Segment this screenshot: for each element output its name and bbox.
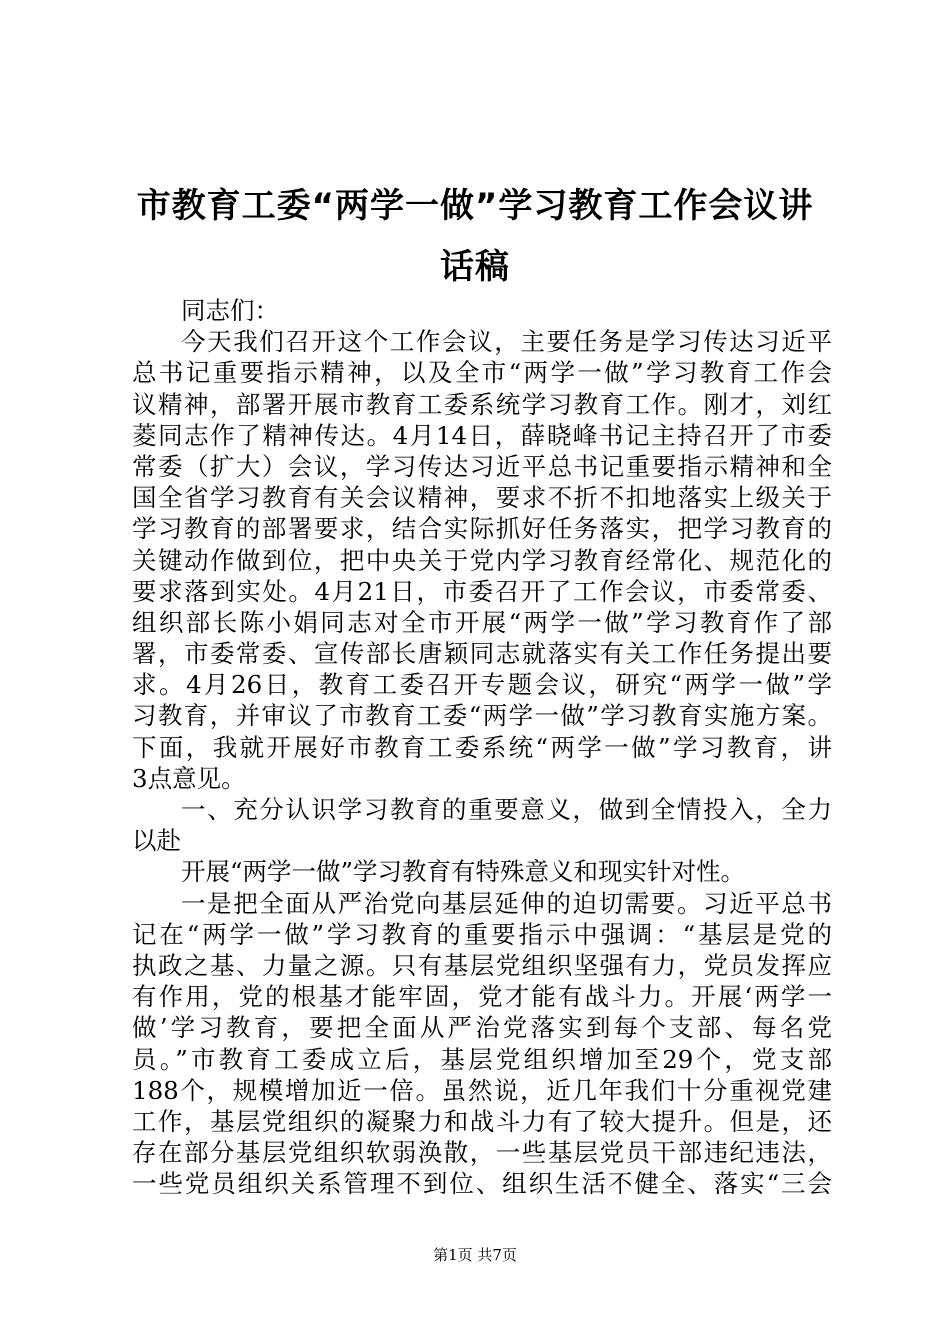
paragraph-line: 总书记重要指示精神，以及全市“两学一做”学习教育工作会 xyxy=(132,358,832,388)
paragraph-line: 要求落到实处。4月21日，市委召开了工作会议，市委常委、 xyxy=(132,576,832,606)
document-title-line-2: 话稿 xyxy=(440,247,510,287)
paragraph-line: 学习教育的部署要求，结合实际抓好任务落实，把学习教育的 xyxy=(132,514,832,544)
paragraph-line: 188个，规模增加近一倍。虽然说，近几年我们十分重视党建 xyxy=(132,1075,832,1105)
paragraph-line: 执政之基、力量之源。只有基层党组织坚强有力，党员发挥应 xyxy=(132,950,832,980)
paragraph-line: 员。”市教育工委成立后，基层党组织增加至29个，党支部 xyxy=(132,1044,832,1074)
section-heading-line: 一、充分认识学习教育的重要意义，做到全情投入，全力 xyxy=(181,795,832,824)
paragraph-line: 记在“两学一做”学习教育的重要指示中强调：“基层是党的 xyxy=(132,919,832,949)
document-body xyxy=(132,295,832,1199)
paragraph-line: 组织部长陈小娟同志对全市开展“两学一做”学习教育作了部 xyxy=(132,607,832,637)
paragraph-line: 今天我们召开这个工作会议，主要任务是学习传达习近平 xyxy=(181,327,832,357)
document-title-line-1: 市教育工委“两学一做”学习教育工作会议讲 xyxy=(136,186,814,226)
paragraph-line: 下面，我就开展好市教育工委系统“两学一做”学习教育，讲 xyxy=(132,732,832,762)
page-number-footer: 第1页 共7页 xyxy=(433,1246,517,1264)
paragraph-line: 工作，基层党组织的凝聚力和战斗力有了较大提升。但是，还 xyxy=(132,1106,832,1136)
paragraph-line: 开展“两学一做”学习教育有特殊意义和现实针对性。 xyxy=(181,857,746,887)
paragraph-line: 一是把全面从严治党向基层延伸的迫切需要。习近平总书 xyxy=(181,888,832,918)
paragraph-line: 署，市委常委、宣传部长唐颖同志就落实有关工作任务提出要 xyxy=(132,639,832,669)
paragraph-line: 有作用，党的根基才能牢固，党才能有战斗力。开展‘两学一 xyxy=(132,982,832,1012)
section-heading-line: 以赴 xyxy=(132,826,181,856)
paragraph-line: 议精神，部署开展市教育工委系统学习教育工作。刚才，刘红 xyxy=(132,389,832,419)
paragraph-line: 一些党员组织关系管理不到位、组织生活不健全、落实“三会 xyxy=(132,1169,832,1199)
paragraph-line: 菱同志作了精神传达。4月14日，薛晓峰书记主持召开了市委 xyxy=(132,420,832,450)
paragraph-line: 做’学习教育，要把全面从严治党落实到每个支部、每名党 xyxy=(132,1013,832,1043)
paragraph-line: 习教育，并审议了市教育工委“两学一做”学习教育实施方案。 xyxy=(132,701,832,731)
paragraph-line: 国全省学习教育有关会议精神，要求不折不扣地落实上级关于 xyxy=(132,483,832,513)
paragraph-line: 3点意见。 xyxy=(132,763,246,793)
paragraph-line: 存在部分基层党组织软弱涣散，一些基层党员干部违纪违法， xyxy=(132,1138,832,1168)
salutation: 同志们： xyxy=(181,296,279,325)
paragraph-line: 关键动作做到位，把中央关于党内学习教育经常化、规范化的 xyxy=(132,545,832,575)
paragraph-line: 求。4月26日，教育工委召开专题会议，研究“两学一做”学 xyxy=(132,670,832,700)
paragraph-line: 常委（扩大）会议，学习传达习近平总书记重要指示精神和全 xyxy=(132,451,832,481)
